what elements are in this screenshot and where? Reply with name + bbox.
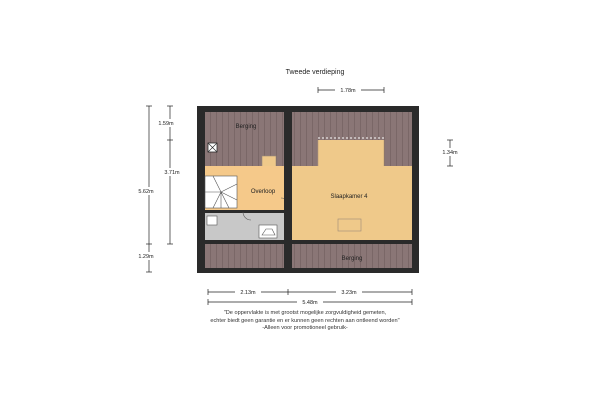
floor-title: Tweede verdieping [285, 69, 345, 76]
disclaimer-line-2: echter biedt geen garantie en er kunnen geen rechten aan ontleend worden" [210, 317, 400, 324]
roof-slope-top-right [292, 112, 412, 140]
dim-top-width: 1.78m [340, 88, 356, 94]
dim-bottom-total-width: 5.48m [302, 300, 318, 306]
room-label-berging-top: Berging [235, 124, 257, 130]
dim-left-mid-height: 3.71m [164, 170, 180, 176]
dim-left-total-height: 5.62m [138, 189, 154, 195]
room-label-overloop: Overloop [250, 189, 276, 195]
room-label-berging-bottom: Berging [341, 256, 363, 262]
dim-left-top-height: 1.59m [158, 121, 174, 127]
central-wall [284, 112, 292, 240]
landing-wall [205, 210, 284, 213]
room-label-slaapkamer: Slaapkamer 4 [330, 194, 368, 200]
bedroom-floor-lower [292, 166, 412, 240]
dim-right-height: 1.34m [442, 150, 458, 156]
washbasin [207, 216, 217, 225]
disclaimer-line-3: -Alleen voor promotioneel gebruik- [262, 325, 348, 331]
toilet [259, 225, 277, 238]
disclaimer-line-1: "De oppervlakte is met grootst mogelijke zorgvuldigheid gemeten, [223, 310, 387, 316]
dim-bottom-right-width: 3.23m [341, 290, 357, 296]
roof-slope-bottom-left [205, 244, 284, 268]
disclaimer [170, 310, 440, 333]
dim-bottom-left-width: 2.13m [240, 290, 256, 296]
dim-left-bottom-height: 1.29m [138, 254, 154, 260]
